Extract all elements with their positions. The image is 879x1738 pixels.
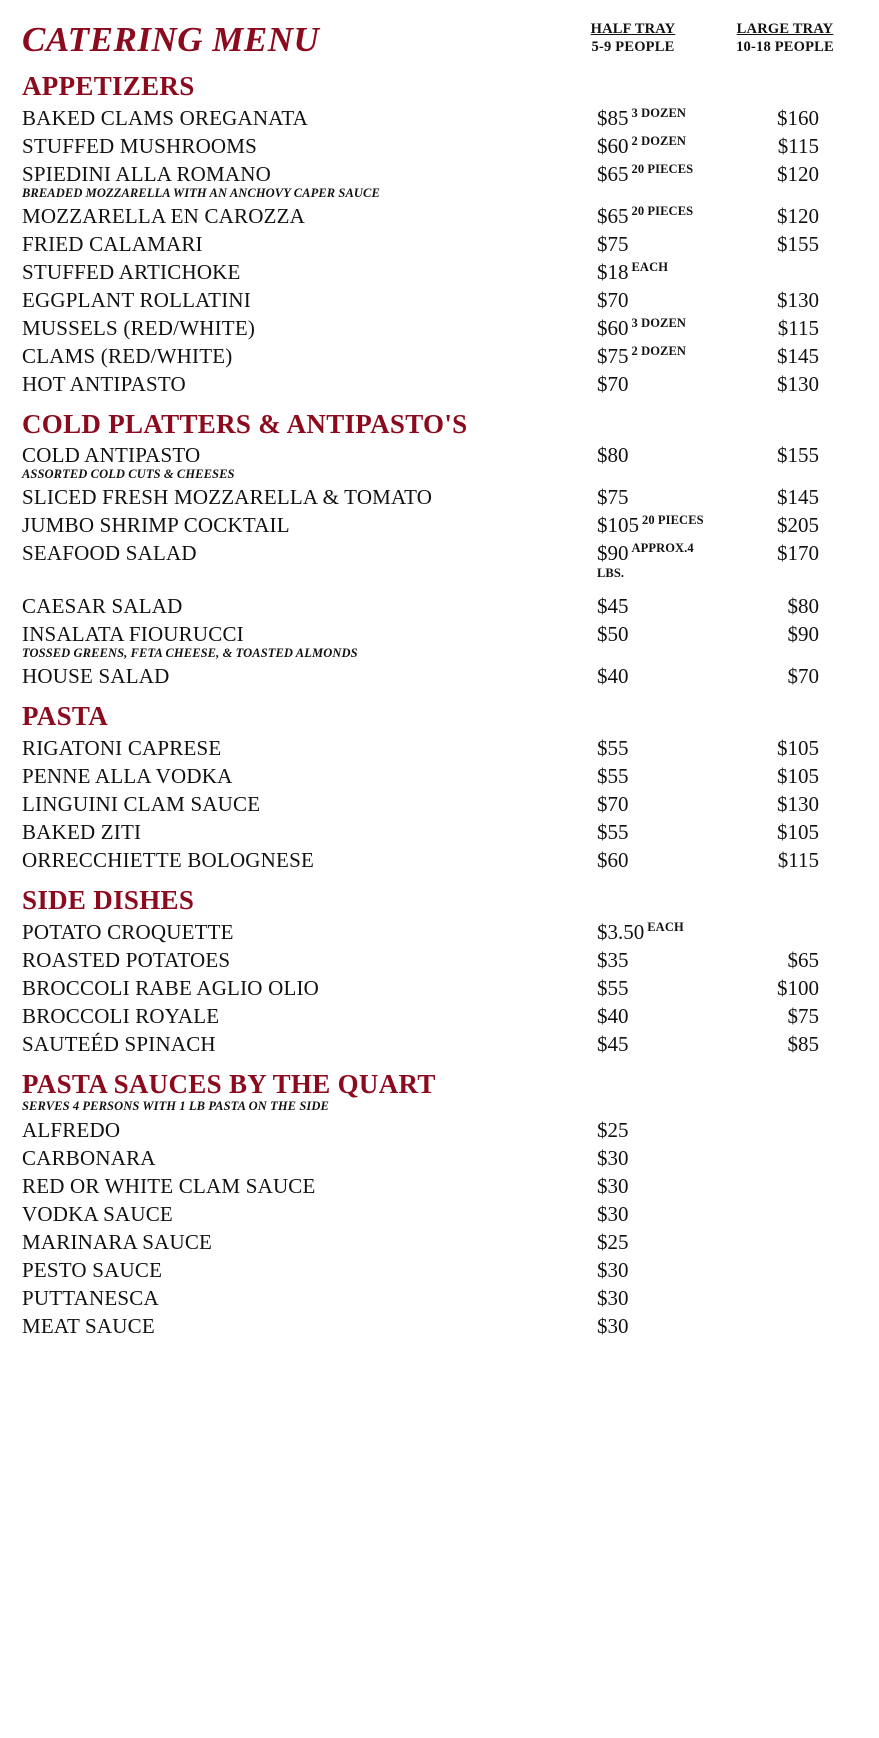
menu-item-row [18, 160, 861, 188]
menu-item-large-tray-price: $105 [777, 764, 819, 789]
half-tray-price-value: $60 [597, 315, 629, 340]
column-header-half-tray-label: HALF TRAY [590, 21, 676, 37]
page-title: CATERING MENU [22, 20, 320, 59]
half-tray-price-value: $60 [597, 848, 629, 873]
menu-item-half-tray-price [557, 792, 709, 817]
menu-section [18, 702, 861, 874]
half-tray-price-value: $30 [597, 1258, 629, 1283]
menu-item-large-tray-price: $130 [777, 371, 819, 396]
half-tray-price-value: $25 [597, 1230, 629, 1255]
section-title: PASTA SAUCES BY THE QUART [22, 1068, 436, 1099]
menu-item-large-tray-price: $75 [787, 1003, 819, 1028]
half-tray-price-qualifier: 20 PIECES [631, 161, 694, 176]
half-tray-price-value: $45 [597, 594, 629, 619]
menu-item-row [18, 918, 861, 946]
column-header-half-tray-serving: 5-9 PEOPLE [591, 39, 675, 56]
half-tray-price-value: $25 [597, 1118, 629, 1143]
half-tray-price-value: $55 [597, 736, 629, 761]
menu-item-name: MEAT SAUCE [22, 1314, 155, 1339]
menu-item-name: FRIED CALAMARI [22, 231, 203, 256]
menu-item-row [18, 846, 861, 874]
menu-item-half-tray-price [557, 1174, 709, 1199]
menu-item-row [18, 662, 861, 690]
menu-item-large-tray-price: $115 [777, 133, 819, 158]
menu-item-half-tray-price [557, 1032, 709, 1057]
menu-item-half-tray-price [557, 736, 709, 761]
menu-item-name: PESTO SAUCE [22, 1258, 163, 1283]
menu-item-row [18, 1116, 861, 1144]
half-tray-price-value: $65 [597, 161, 629, 186]
half-tray-price-qualifier: APPROX.4 LBS. [597, 541, 694, 581]
menu-item-half-tray-price [557, 848, 709, 873]
menu-item-description: ASSORTED COLD CUTS & CHEESES [22, 467, 235, 482]
menu-item-large-tray-price: $100 [777, 975, 819, 1000]
menu-item-half-tray-price [557, 204, 709, 229]
menu-item-description: BREADED MOZZARELLA WITH AN ANCHOVY CAPER SAUCE [22, 185, 380, 200]
half-tray-price-value: $75 [597, 231, 629, 256]
menu-item-large-tray-price: $120 [777, 161, 819, 186]
column-headers [557, 20, 861, 56]
menu-item-row [18, 762, 861, 790]
column-header-half-tray [557, 20, 709, 56]
menu-item-name: BROCCOLI RABE AGLIO OLIO [22, 975, 320, 1000]
section-title: COLD PLATTERS & ANTIPASTO'S [22, 408, 468, 439]
menu-item-half-tray-price [557, 372, 709, 397]
menu-item-name: HOT ANTIPASTO [22, 371, 186, 396]
menu-item-row [18, 132, 861, 160]
menu-item-row [18, 734, 861, 762]
menu-item-half-tray-price [557, 1230, 709, 1255]
menu-item-half-tray-price [557, 1286, 709, 1311]
section-title: SIDE DISHES [22, 885, 195, 916]
menu-item-name: SEAFOOD SALAD [22, 541, 197, 566]
menu-item-half-tray-price [557, 443, 709, 468]
half-tray-price-qualifier: 2 DOZEN [631, 133, 687, 148]
menu-item-half-tray-price [557, 344, 709, 369]
half-tray-price-value: $35 [597, 947, 629, 972]
menu-item-large-tray-price: $120 [777, 203, 819, 228]
menu-item-row [18, 818, 861, 846]
menu-item-name: BROCCOLI ROYALE [22, 1003, 220, 1028]
menu-item-half-tray-price [557, 622, 709, 647]
menu-item-name: VODKA SAUCE [22, 1202, 173, 1227]
menu-item-name: PENNE ALLA VODKA [22, 764, 233, 789]
menu-item-name: COLD ANTIPASTO [22, 443, 201, 468]
menu-item-name: MOZZARELLA EN CAROZZA [22, 203, 306, 228]
half-tray-price-value: $75 [597, 343, 629, 368]
menu-item-half-tray-price [557, 1004, 709, 1029]
menu-item-row [18, 592, 861, 620]
half-tray-price-value: $18 [597, 259, 629, 284]
half-tray-price-qualifier: 2 DOZEN [631, 343, 687, 358]
menu-item-large-tray-price: $145 [777, 343, 819, 368]
menu-item-name: STUFFED MUSHROOMS [22, 133, 258, 158]
column-header-large-tray-label: LARGE TRAY [736, 21, 834, 37]
half-tray-price-qualifier: 3 DOZEN [631, 105, 687, 120]
menu-section [18, 72, 861, 398]
half-tray-price-value: $30 [597, 1202, 629, 1227]
menu-item-name: CAESAR SALAD [22, 594, 183, 619]
menu-item-name: LINGUINI CLAM SAUCE [22, 792, 261, 817]
menu-item-half-tray-price [557, 162, 709, 187]
menu-item-half-tray-price [557, 1118, 709, 1143]
menu-item-half-tray-price [557, 976, 709, 1001]
menu-item-row [18, 1256, 861, 1284]
menu-item-large-tray-price: $115 [777, 315, 819, 340]
menu-item-half-tray-price [557, 541, 709, 591]
menu-item-name: BAKED CLAMS OREGANATA [22, 105, 309, 130]
menu-item-name: SLICED FRESH MOZZARELLA & TOMATO [22, 485, 433, 510]
column-header-large-tray-serving: 10-18 PEOPLE [736, 39, 834, 56]
menu-item-half-tray-price [557, 316, 709, 341]
menu-section [18, 410, 861, 691]
menu-sections [18, 72, 861, 1340]
half-tray-price-value: $105 [597, 513, 639, 538]
half-tray-price-value: $85 [597, 105, 629, 130]
menu-item-large-tray-price: $85 [787, 1031, 819, 1056]
menu-section [18, 886, 861, 1058]
menu-item-name: STUFFED ARTICHOKE [22, 259, 241, 284]
menu-item-row [18, 104, 861, 132]
menu-item-large-tray-price: $130 [777, 287, 819, 312]
menu-item-row [18, 1228, 861, 1256]
menu-item-row [18, 258, 861, 286]
menu-item-name: JUMBO SHRIMP COCKTAIL [22, 513, 290, 538]
menu-item-row [18, 1200, 861, 1228]
menu-item-name: RIGATONI CAPRESE [22, 736, 222, 761]
section-title: APPETIZERS [22, 71, 195, 101]
menu-item-description: TOSSED GREENS, FETA CHEESE, & TOASTED ALMONDS [22, 646, 358, 661]
menu-item-name: MARINARA SAUCE [22, 1230, 213, 1255]
menu-item-large-tray-price: $70 [787, 664, 819, 689]
menu-item-row [18, 620, 861, 648]
menu-item-large-tray-price: $80 [787, 594, 819, 619]
menu-item-row [18, 1002, 861, 1030]
half-tray-price-value: $80 [597, 443, 629, 468]
menu-item-half-tray-price [557, 1202, 709, 1227]
menu-item-large-tray-price: $65 [787, 947, 819, 972]
menu-item-large-tray-price: $90 [787, 622, 819, 647]
menu-item-half-tray-price [557, 1314, 709, 1339]
menu-item-large-tray-price: $105 [777, 736, 819, 761]
half-tray-price-value: $90 [597, 541, 629, 566]
half-tray-price-qualifier: EACH [647, 919, 684, 934]
menu-item-row [18, 1284, 861, 1312]
menu-item-row [18, 230, 861, 258]
menu-item-large-tray-price: $115 [777, 848, 819, 873]
menu-item-row [18, 511, 861, 539]
menu-item-row [18, 1172, 861, 1200]
menu-item-row [18, 314, 861, 342]
half-tray-price-value: $40 [597, 664, 629, 689]
menu-item-row [18, 370, 861, 398]
menu-item-half-tray-price [557, 594, 709, 619]
menu-item-name: RED OR WHITE CLAM SAUCE [22, 1174, 316, 1199]
half-tray-price-qualifier: 20 PIECES [631, 203, 694, 218]
menu-item-name: CARBONARA [22, 1146, 156, 1171]
menu-item-row [18, 1030, 861, 1058]
menu-item-name: POTATO CROQUETTE [22, 919, 234, 944]
half-tray-price-qualifier: 20 PIECES [642, 513, 704, 528]
menu-item-half-tray-price [557, 513, 709, 538]
menu-item-row [18, 539, 861, 592]
menu-item-half-tray-price [557, 1258, 709, 1283]
menu-item-large-tray-price: $160 [777, 105, 819, 130]
menu-item-name: ORRECCHIETTE BOLOGNESE [22, 848, 314, 873]
menu-item-half-tray-price [557, 948, 709, 973]
half-tray-price-value: $30 [597, 1286, 629, 1311]
menu-item-half-tray-price [557, 664, 709, 689]
half-tray-price-value: $30 [597, 1174, 629, 1199]
menu-item-row [18, 342, 861, 370]
column-header-large-tray [709, 20, 861, 56]
menu-item-name: SAUTEÉD SPINACH [22, 1031, 216, 1056]
menu-item-half-tray-price [557, 106, 709, 131]
section-note: SERVES 4 PERSONS WITH 1 LB PASTA ON THE SIDE [22, 1099, 329, 1114]
menu-item-large-tray-price: $105 [777, 820, 819, 845]
menu-item-row [18, 790, 861, 818]
menu-item-name: HOUSE SALAD [22, 664, 170, 689]
half-tray-price-value: $70 [597, 287, 629, 312]
half-tray-price-value: $30 [597, 1146, 629, 1171]
half-tray-price-qualifier: 3 DOZEN [631, 315, 687, 330]
menu-item-row [18, 1144, 861, 1172]
menu-item-row [18, 974, 861, 1002]
menu-item-name: MUSSELS (RED/WHITE) [22, 315, 256, 340]
menu-item-large-tray-price: $145 [777, 485, 819, 510]
half-tray-price-qualifier: EACH [631, 259, 669, 274]
menu-item-half-tray-price [557, 1146, 709, 1171]
menu-section [18, 1070, 861, 1341]
menu-item-half-tray-price [557, 920, 709, 945]
half-tray-price-value: $40 [597, 1003, 629, 1028]
menu-item-large-tray-price: $155 [777, 443, 819, 468]
menu-item-row [18, 1312, 861, 1340]
menu-item-half-tray-price [557, 820, 709, 845]
menu-item-row [18, 441, 861, 469]
menu-item-row [18, 483, 861, 511]
half-tray-price-value: $75 [597, 485, 629, 510]
half-tray-price-value: $50 [597, 622, 629, 647]
menu-item-half-tray-price [557, 764, 709, 789]
half-tray-price-value: $55 [597, 764, 629, 789]
menu-item-name: CLAMS (RED/WHITE) [22, 343, 233, 368]
menu-item-name: ALFREDO [22, 1118, 121, 1143]
menu-header [18, 14, 861, 60]
menu-item-large-tray-price: $170 [777, 541, 819, 566]
half-tray-price-value: $30 [597, 1314, 629, 1339]
menu-item-half-tray-price [557, 134, 709, 159]
half-tray-price-value: $70 [597, 792, 629, 817]
half-tray-price-value: $3.50 [597, 919, 645, 944]
half-tray-price-value: $55 [597, 820, 629, 845]
menu-item-name: EGGPLANT ROLLATINI [22, 287, 251, 312]
menu-item-half-tray-price [557, 260, 709, 285]
menu-item-name: INSALATA FIOURUCCI [22, 622, 244, 647]
menu-item-large-tray-price: $130 [777, 792, 819, 817]
half-tray-price-value: $60 [597, 133, 629, 158]
menu-item-name: BAKED ZITI [22, 820, 142, 845]
menu-item-name: SPIEDINI ALLA ROMANO [22, 161, 272, 186]
half-tray-price-value: $45 [597, 1031, 629, 1056]
menu-item-row [18, 202, 861, 230]
menu-item-half-tray-price [557, 288, 709, 313]
menu-item-half-tray-price [557, 485, 709, 510]
menu-item-row [18, 946, 861, 974]
menu-item-half-tray-price [557, 232, 709, 257]
half-tray-price-value: $65 [597, 203, 629, 228]
half-tray-price-value: $55 [597, 975, 629, 1000]
menu-item-large-tray-price: $205 [777, 513, 819, 538]
menu-item-large-tray-price: $155 [777, 231, 819, 256]
menu-item-name: ROASTED POTATOES [22, 947, 231, 972]
section-title: PASTA [22, 701, 109, 732]
menu-item-row [18, 286, 861, 314]
half-tray-price-value: $70 [597, 371, 629, 396]
menu-item-name: PUTTANESCA [22, 1286, 159, 1311]
